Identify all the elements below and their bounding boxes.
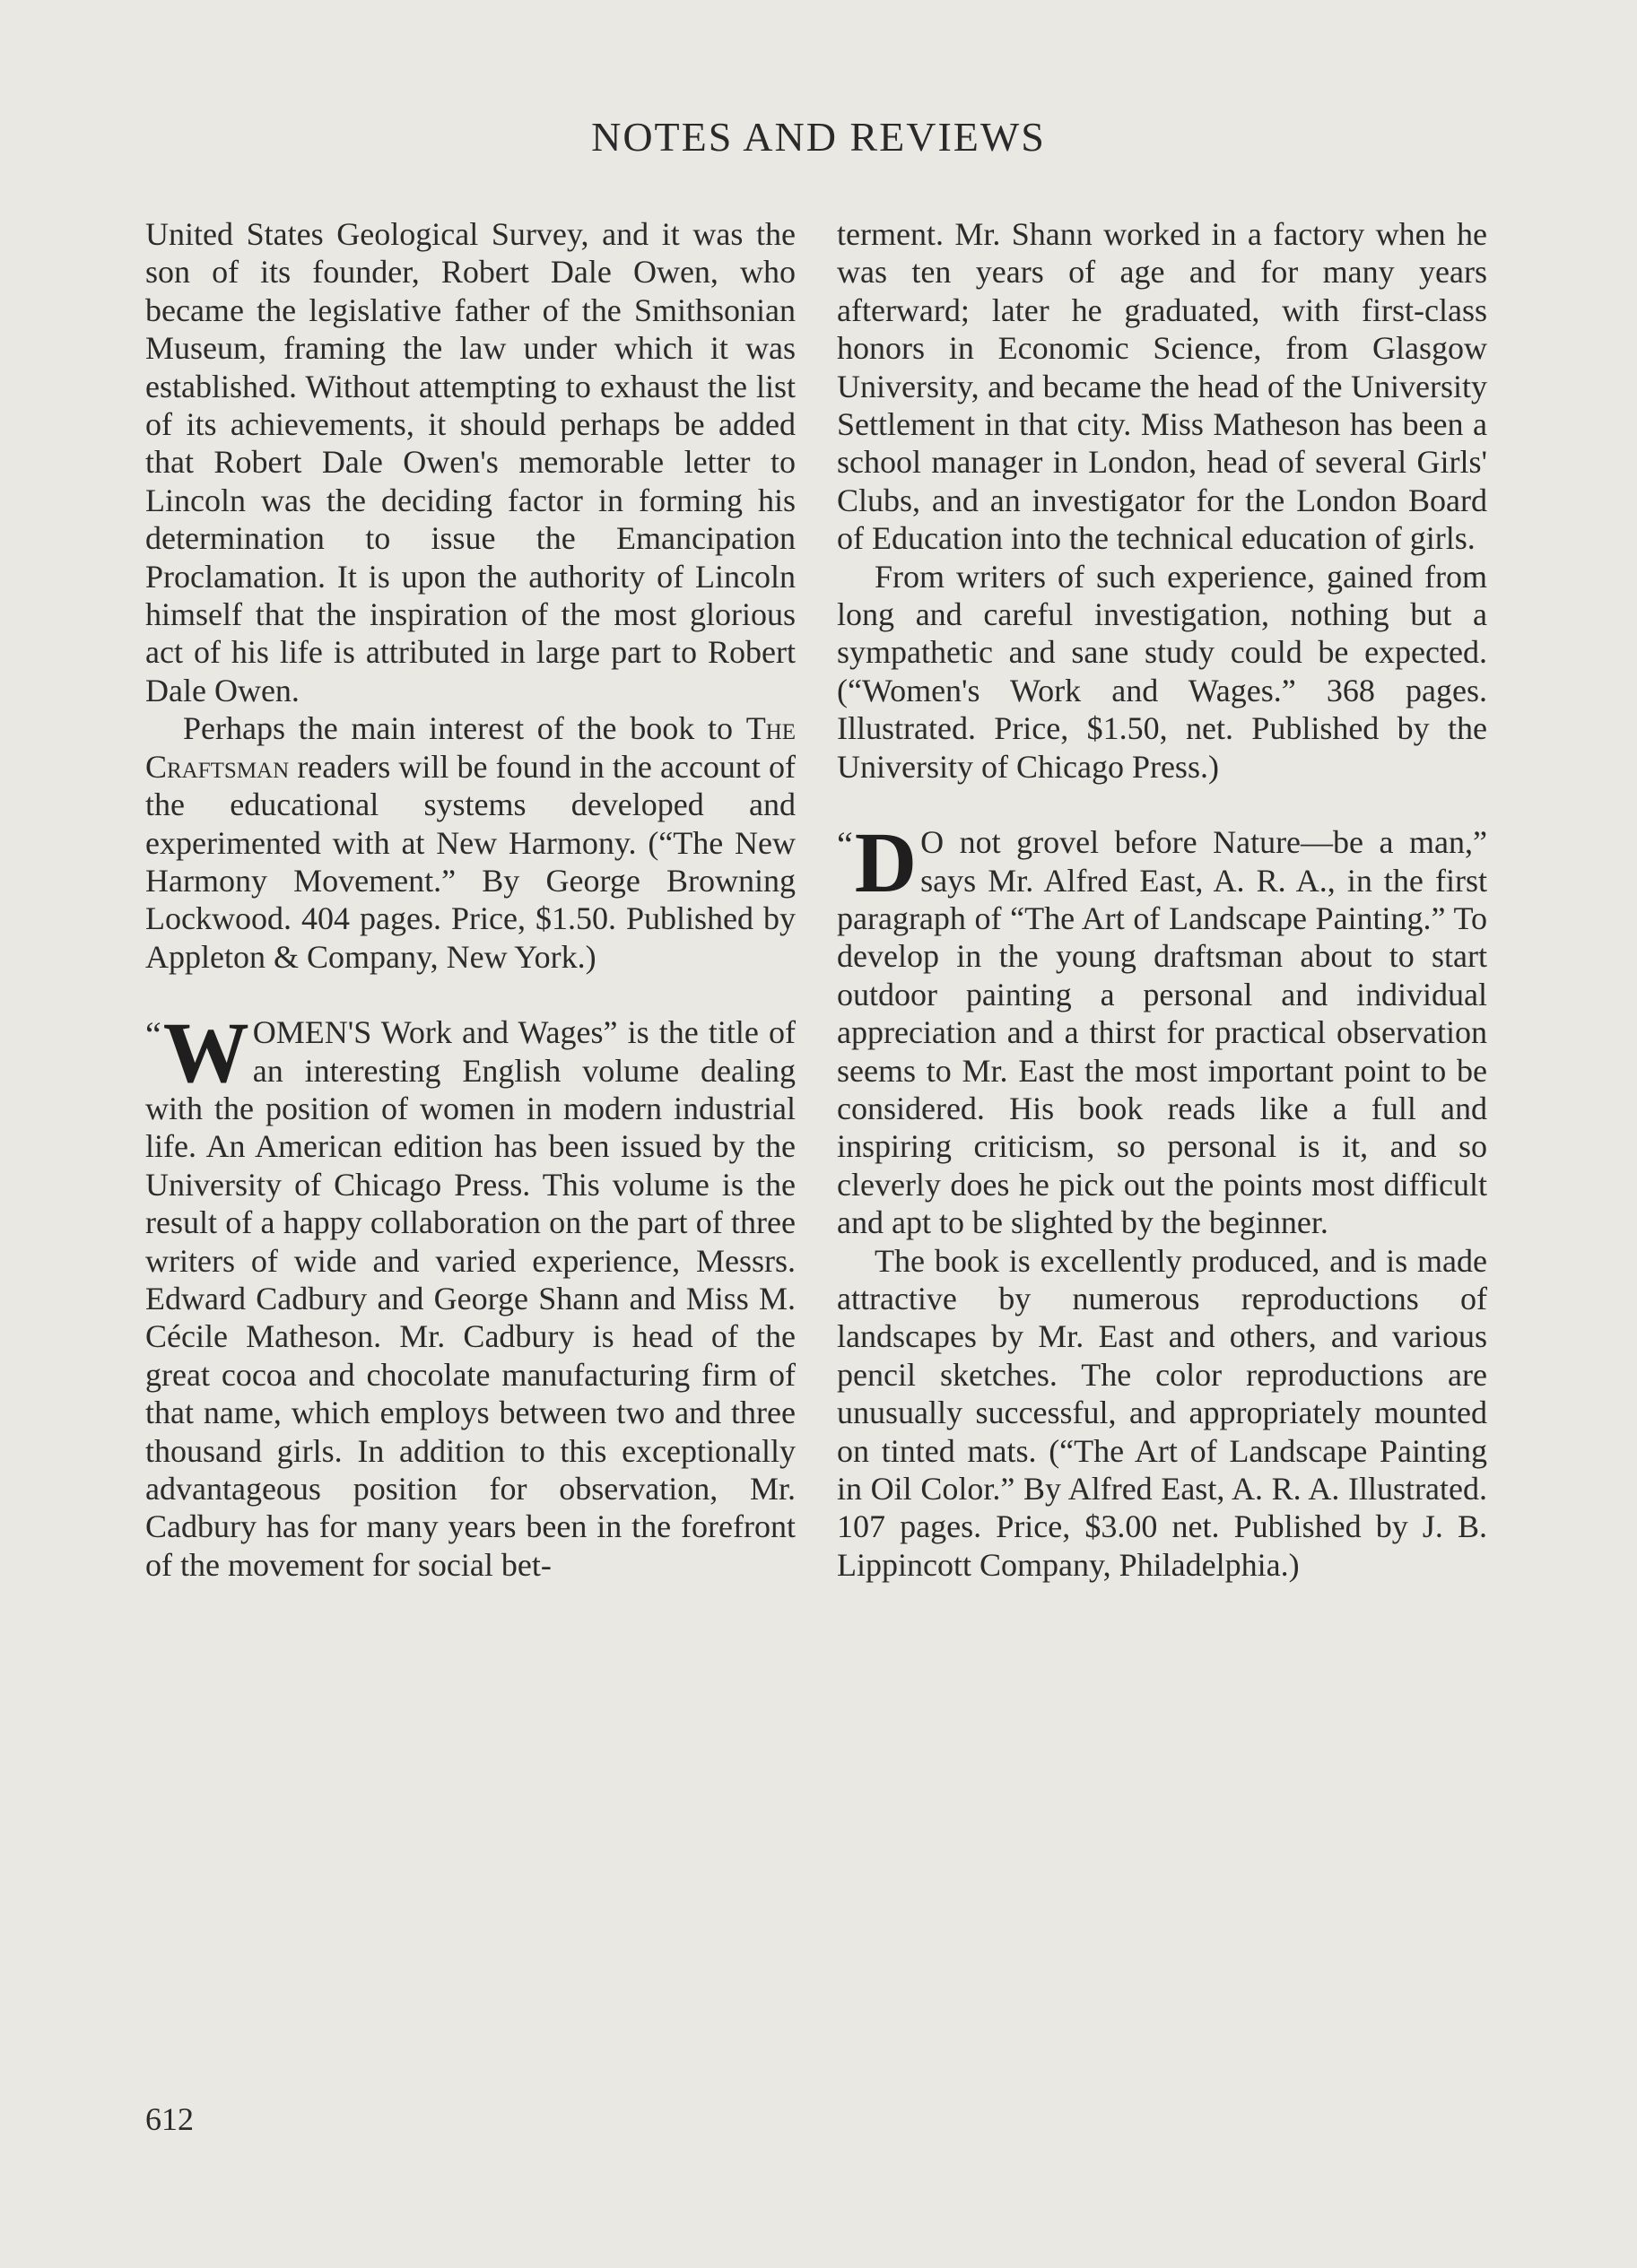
- right-column: [837, 215, 1487, 1584]
- left-column: [145, 215, 796, 1584]
- new-harmony-paragraph: [145, 709, 796, 976]
- landscape-review: [837, 814, 1487, 1241]
- new-harmony-text-before: Perhaps the main interest of the book to: [183, 710, 733, 747]
- open-quote: “: [837, 824, 853, 865]
- womens-work-review: [145, 1004, 796, 1584]
- landscape-text: O not grovel before Nature—be a man,” says Mr. Alfred East, A. R. A., in the first paragraph of “The Art of Landscape Painting.” To develop in the young draftsman about to start outdoor painting a personal and individual appreciation and a thirst for practical observation seems to Mr. East the most important point to be considered. His book reads like a full and inspiring criticism, so personal is it, and so cleverly does he pick out the points most difficult and apt to be slighted by the beginner.: [837, 824, 1487, 1241]
- shann-paragraph: terment. Mr. Shann worked in a factory when he was ten years of age and for many years afterward; later he graduated, with first-class honors in Economic Science, from Glasgow University, and became the head of the University Settlement in that city. Miss Matheson has been a school manager in London, head of several Girls' Clubs, and an investigator for the London Board of Education into the technical education of girls.: [837, 216, 1487, 557]
- drop-cap-d: D: [854, 814, 918, 911]
- landscape-citation: The book is excellently produced, and is made attractive by numerous reproductions of landscapes by Mr. East and others, and various pencil sketches. The color reproductions are unusually successful, and appropriately mounted on tinted mats. (“The Art of Landscape Painting in Oil Color.” By Alfred East, A. R. A. Illustrated. 107 pages. Price, $3.00 net. Published by J. B. Lippincott Company, Philadelphia.): [837, 1242, 1487, 1583]
- page-number: 612: [145, 2101, 194, 2137]
- womens-work-text: OMEN'S Work and Wages” is the title of an interesting English volume dealing with the position of women in modern industrial life. An American edition has been issued by the University of Chicago Press. This volume is the result of a happy collaboration on the part of three writers of wide and varied experience, Messrs. Edward Cadbury and George Shann and Miss M. Cécile Matheson. Mr. Cadbury is head of the great cocoa and chocolate manufacturing firm of that name, which employs between two and three thousand girls. In addition to this exceptionally advantageous position for observation, Mr. Cadbury has for many years been in the forefront of the movement for social bet-: [145, 1014, 796, 1583]
- page-title: NOTES AND REVIEWS: [591, 114, 1046, 160]
- owen-paragraph: United States Geological Survey, and it was the son of its founder, Robert Dale Owen, who became the legislative father of the Smithsonian Museum, framing the law under which it was established. Without attempting to exhaust the list of its achievements, it should perhaps be added that Robert Dale Owen's memorable letter to Lincoln was the deciding factor in forming his determination to issue the Emancipation Proclamation. It is upon the authority of Lincoln himself that the inspiration of the most glorious act of his life is attributed in large part to Robert Dale Owen.: [145, 216, 796, 708]
- open-quote: “: [145, 1014, 161, 1056]
- drop-cap-w: W: [162, 1004, 249, 1101]
- magazine-name: The Craftsman: [145, 710, 797, 785]
- womens-work-citation: From writers of such experience, gained from long and careful investigation, nothing but a sympathetic and sane study could be expected. (“Women's Work and Wages.” 368 pages. Illustrated. Price, $1.50, net. Published by the University of Chicago Press.): [837, 558, 1487, 785]
- new-harmony-text-after: readers will be found in the account of the educational systems developed and experimented with at New Harmony. (“The New Harmony Movement.” By George Browning Lockwood. 404 pages. Price, $1.50. Published by Appleton & Company, New York.): [145, 748, 797, 975]
